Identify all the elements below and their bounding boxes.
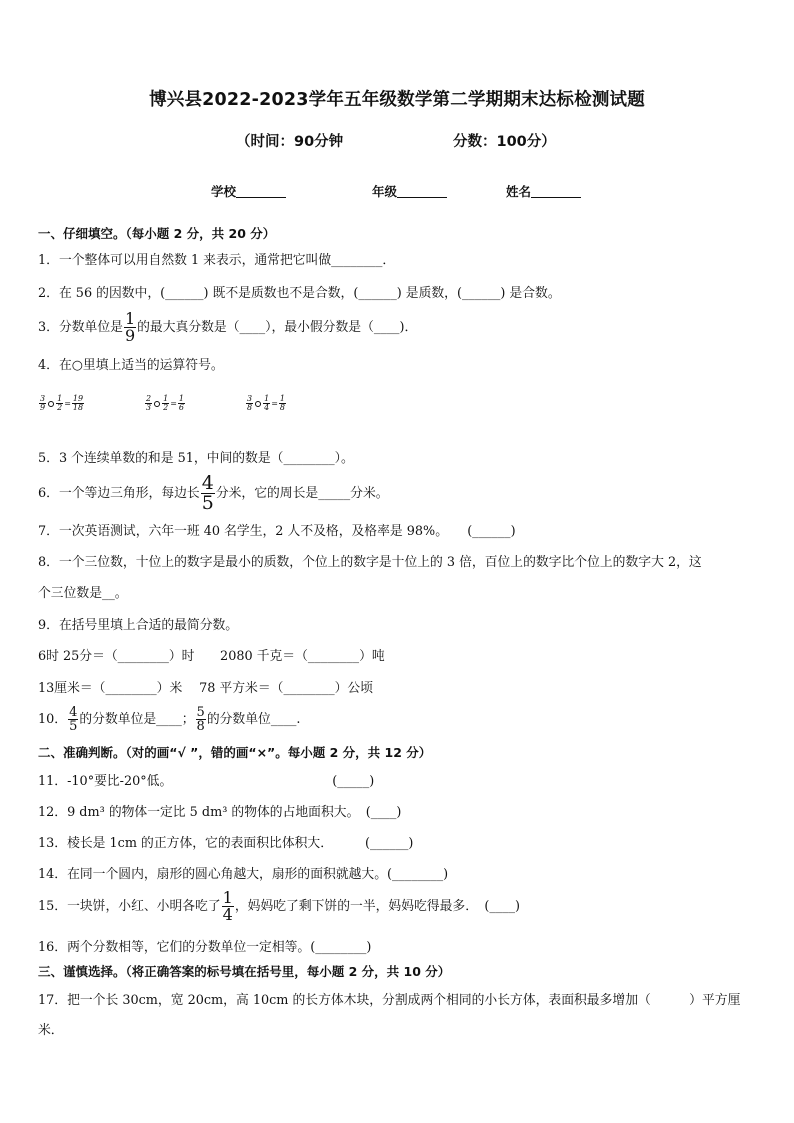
name-label: 姓名 — [506, 184, 532, 199]
fraction — [56, 395, 63, 412]
fraction — [246, 395, 253, 412]
numerator: 2 — [146, 394, 152, 403]
numerator: 1 — [222, 888, 233, 907]
denominator: 2 — [163, 403, 169, 412]
question-14: 14．在同一个圆内，扇形的圆心角越大，扇形的面积就越大。(________) — [38, 867, 449, 882]
denominator: 8 — [247, 403, 253, 412]
fraction — [162, 395, 169, 412]
grade-label: 年级 — [372, 184, 398, 199]
fraction — [263, 395, 270, 412]
fraction — [196, 706, 206, 733]
question-8-line-1: 8．一个三位数，十位上的数字是最小的质数，个位上的数字是十位上的 3 倍，百位上的数字比个位上的数字大 2，这 — [38, 555, 702, 570]
question-7: 7．一次英语测试，六年一班 40 名学生，2 人不及格，及格率是 98%。 (______) — [38, 524, 516, 539]
numerator: 1 — [124, 309, 136, 328]
question-9-row-1: 6时 25分＝（________）时 2080 千克＝（________）吨 — [38, 649, 385, 664]
section-2-heading: 二、准确判断。（对的画“√ ”，错的画“×”。每小题 2 分，共 12 分） — [38, 745, 432, 760]
question-16: 16．两个分数相等，它们的分数单位一定相等。(________) — [38, 940, 372, 955]
fraction — [201, 474, 215, 513]
q4-expression-2 — [144, 395, 186, 412]
section-3-heading: 三、谨慎选择。（将正确答案的标号填在括号里，每小题 2 分，共 10 分） — [38, 964, 451, 979]
denominator: 3 — [146, 403, 152, 412]
q4-expression-1 — [38, 395, 85, 412]
question-13: 13．棱长是 1cm 的正方体，它的表面积比体积大． (______) — [38, 836, 414, 851]
numerator: 1 — [57, 394, 63, 403]
denominator: 18 — [72, 403, 84, 412]
fraction — [222, 890, 234, 923]
denominator: 5 — [69, 719, 78, 734]
numerator: 1 — [264, 394, 270, 403]
time-label: （时间：90分钟 — [236, 134, 344, 150]
page-title: 博兴县2022-2023学年五年级数学第二学期期末达标检测试题 — [149, 90, 645, 110]
q3-text-2: 的最大真分数是（____），最小假分数是（____)． — [137, 320, 418, 335]
question-6 — [38, 474, 389, 513]
denominator: 8 — [279, 403, 285, 412]
numerator: 3 — [247, 394, 253, 403]
question-17-line-1: 17．把一个长 30cm，宽 20cm，高 10cm 的长方体木块，分割成两个相同的小长方体，表面积最多增加（ ）平方厘 — [38, 993, 741, 1008]
fraction — [145, 395, 152, 412]
numerator: 3 — [40, 394, 46, 403]
fraction — [68, 706, 78, 733]
operator-circle[interactable] — [154, 401, 160, 407]
school-field — [211, 182, 286, 200]
question-10 — [38, 706, 300, 733]
denominator: 4 — [264, 403, 270, 412]
question-9: 9．在括号里填上合适的最简分数。 — [38, 618, 239, 633]
q10-number: 10． — [38, 712, 68, 727]
numerator: 1 — [178, 394, 184, 403]
q15-text: 15．一块饼，小红、小明各吃了 — [38, 899, 221, 914]
question-15 — [38, 890, 520, 923]
grade-blank[interactable] — [397, 184, 447, 198]
question-5: 5．3 个连续单数的和是 51，中间的数是（________）。 — [38, 451, 354, 466]
numerator: 1 — [163, 394, 169, 403]
numerator: 1 — [279, 394, 285, 403]
grade-field — [372, 182, 447, 200]
question-11: 11．-10°要比-20°低。 (_____) — [38, 774, 375, 789]
equals-sign: = — [64, 399, 71, 408]
section-1-heading: 一、仔细填空。（每小题 2 分，共 20 分） — [38, 226, 276, 241]
denominator: 6 — [178, 403, 184, 412]
question-17-line-2: 米． — [38, 1023, 64, 1038]
q10-text: 的分数单位是____； — [79, 712, 195, 727]
fraction — [279, 395, 286, 412]
denominator: 9 — [40, 403, 46, 412]
denominator: 5 — [201, 492, 214, 514]
denominator: 8 — [196, 719, 205, 734]
school-blank[interactable] — [236, 184, 286, 198]
q6-text: 6．一个等边三角形，每边长 — [38, 486, 200, 501]
denominator: 9 — [124, 326, 136, 345]
equals-sign: = — [170, 399, 177, 408]
question-4: 4．在○里填上适当的运算符号。 — [38, 358, 224, 373]
question-3 — [38, 311, 417, 344]
name-blank[interactable] — [531, 184, 581, 198]
name-field — [506, 182, 581, 200]
denominator: 4 — [222, 905, 233, 924]
equals-sign: = — [271, 399, 278, 408]
fraction — [178, 395, 185, 412]
question-1: 1．一个整体可以用自然数 1 来表示，通常把它叫做________． — [38, 253, 396, 268]
fraction — [72, 395, 84, 412]
question-8-line-2: 个三位数是__。 — [38, 586, 128, 601]
denominator: 2 — [57, 403, 63, 412]
q6-text-2: 分米，它的周长是_____分米。 — [215, 486, 389, 501]
school-label: 学校 — [211, 184, 237, 199]
q15-text-2: ，妈妈吃了剩下饼的一半，妈妈吃得最多． (____) — [234, 899, 520, 914]
operator-circle[interactable] — [48, 401, 54, 407]
question-2: 2．在 56 的因数中，(______) 既不是质数也不是合数，(______) 是质数，(______) 是合数。 — [38, 286, 561, 301]
question-9-row-2: 13厘米＝（________）米 78 平方米＝（________）公顷 — [38, 681, 374, 696]
fraction — [39, 395, 46, 412]
question-12: 12．9 dm³ 的物体一定比 5 dm³ 的物体的占地面积大。 (____) — [38, 805, 402, 820]
q10-text-2: 的分数单位____. — [206, 712, 301, 727]
fraction — [124, 311, 136, 344]
numerator: 4 — [69, 705, 78, 720]
numerator: 4 — [201, 472, 214, 494]
numerator: 5 — [196, 705, 205, 720]
q3-text: 3．分数单位是 — [38, 320, 123, 335]
numerator: 19 — [72, 394, 84, 403]
score-label: 分数：100分） — [453, 134, 556, 150]
operator-circle[interactable] — [255, 401, 261, 407]
q4-expression-3 — [245, 395, 287, 412]
